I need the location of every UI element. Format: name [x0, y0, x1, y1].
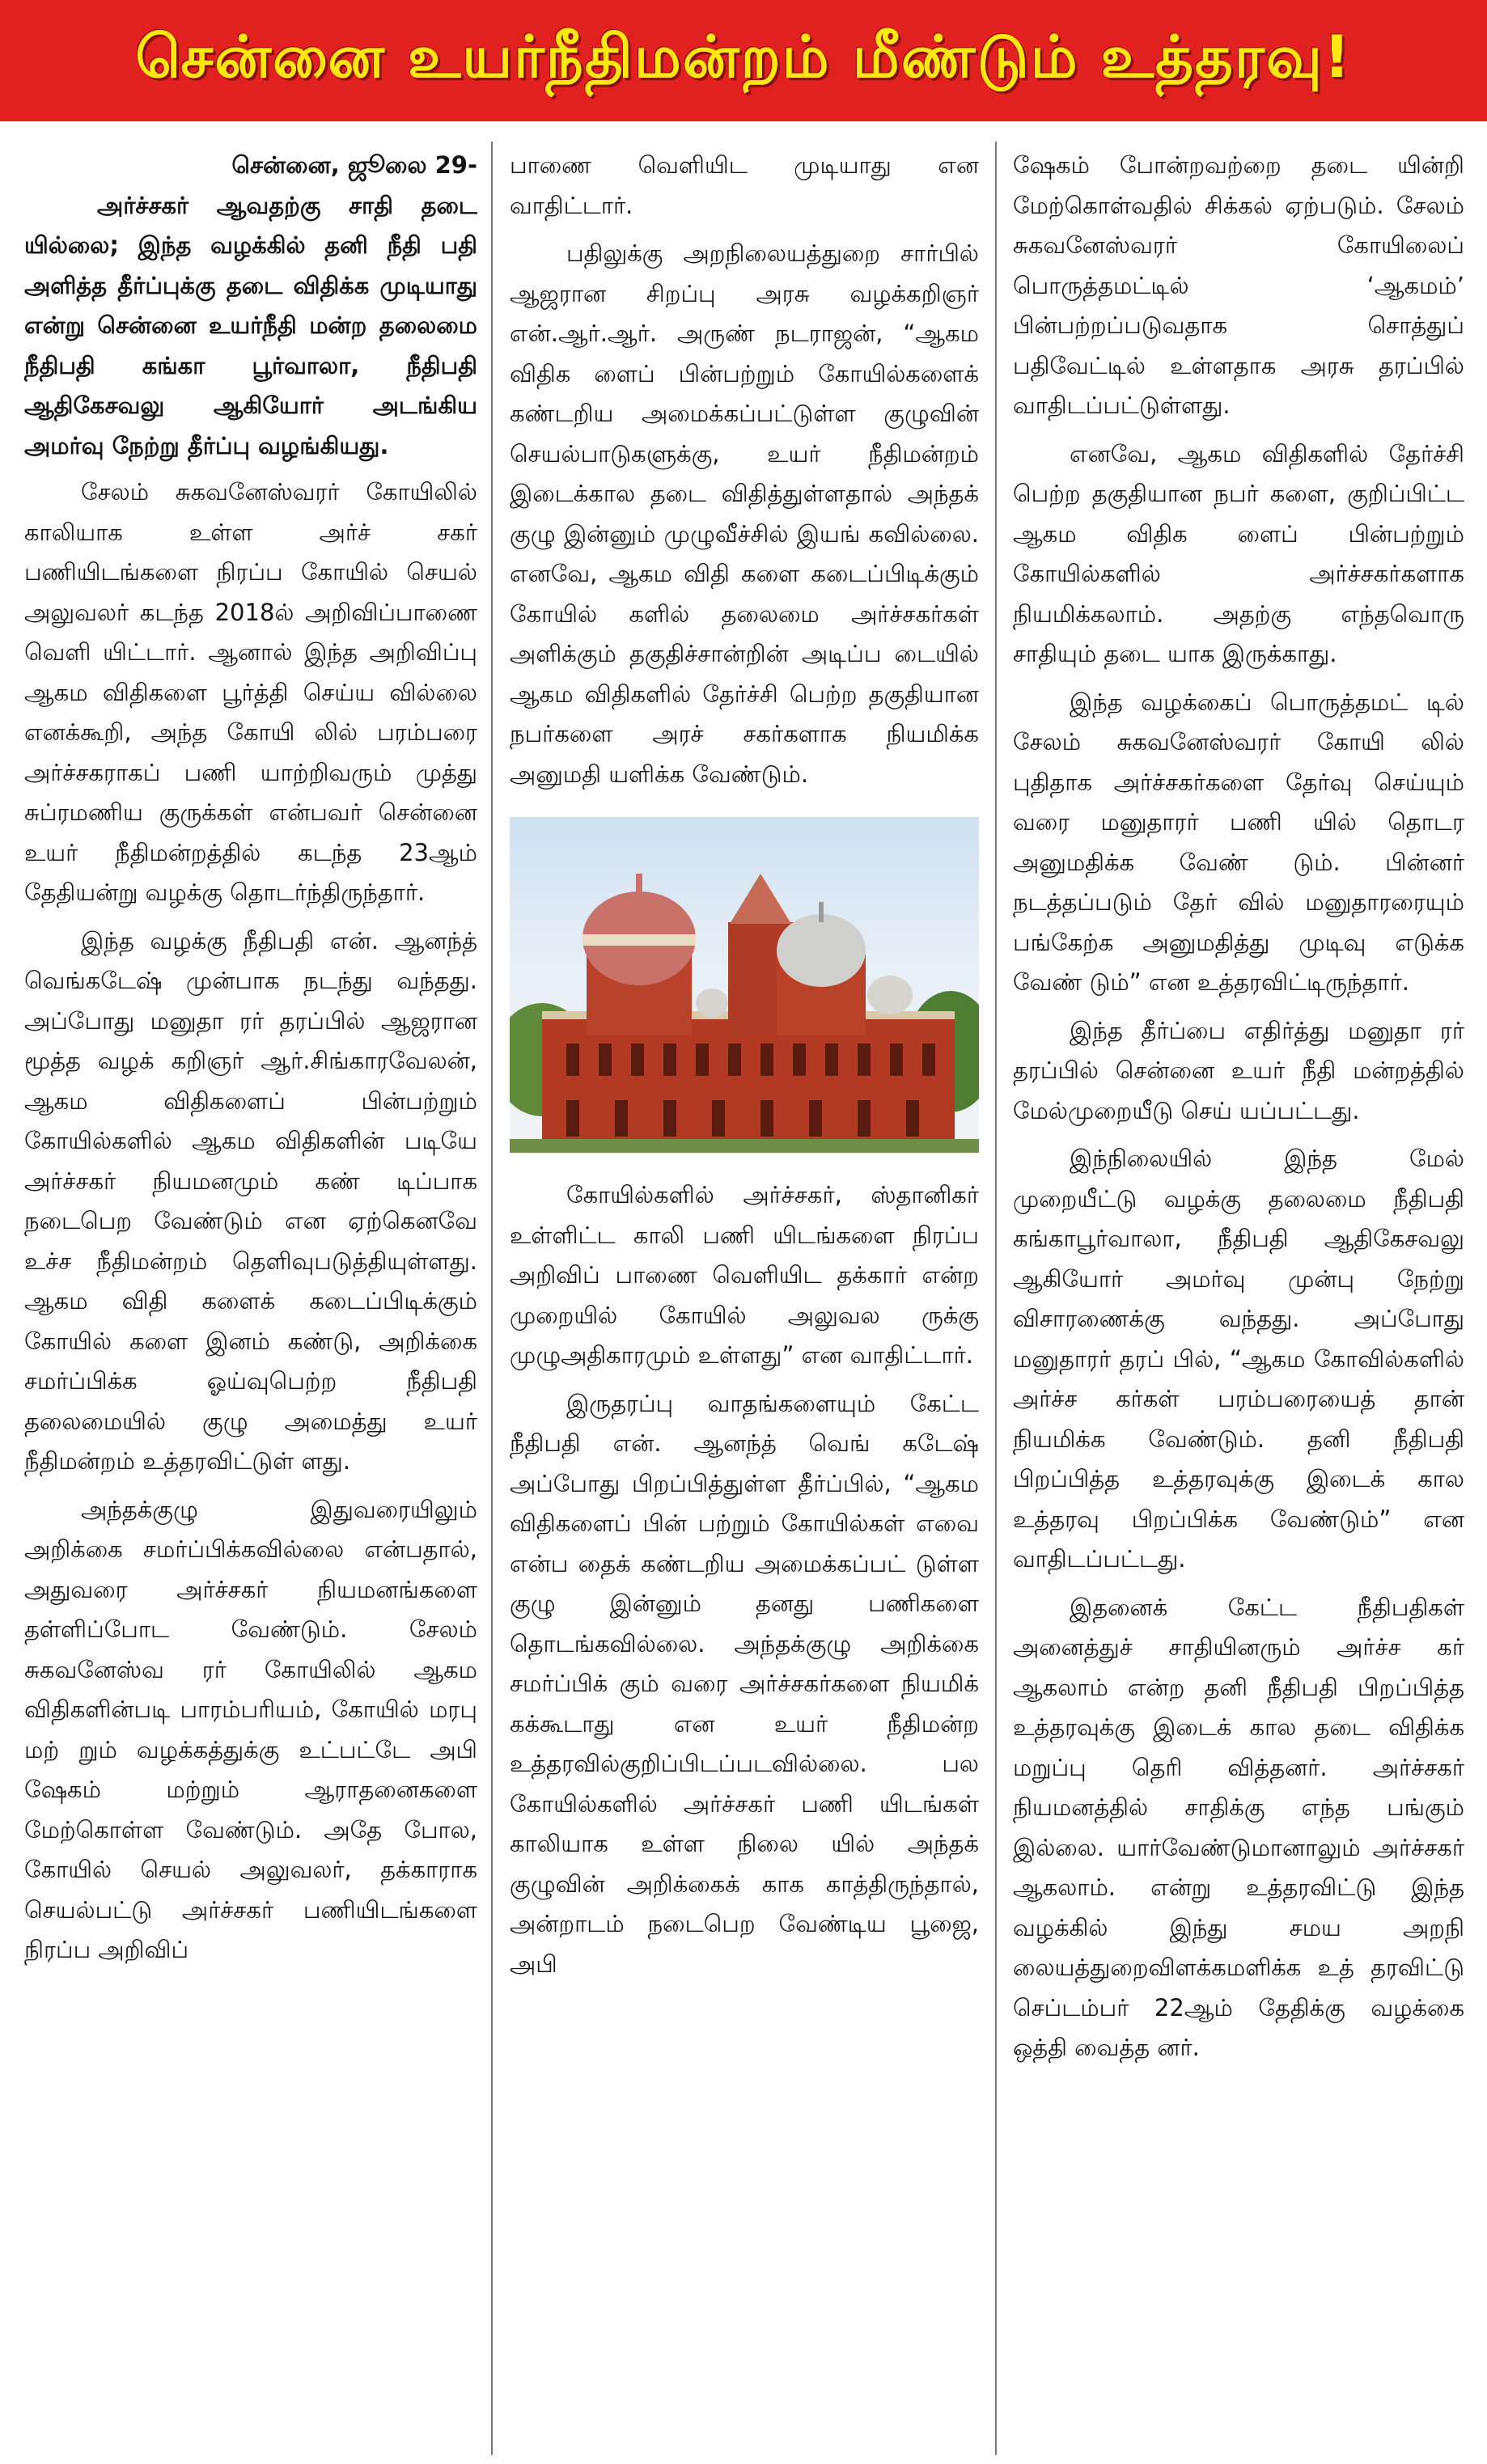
- body-paragraph: கோயில்களில் அர்ச்சகர், ஸ்தானிகர் உள்ளிட்ட காலி பணி யிடங்களை நிரப்ப அறிவிப் பாணை வெளியிட தக்கார் என்ற முறையில் கோயில் அலுவல ருக்கு முழுஅதிகாரமும் உள்ளது” என வாதிட்டார்.: [510, 1181, 979, 1369]
- body-paragraph: இருதரப்பு வாதங்களையும் கேட்ட நீதிபதி என். ஆனந்த் வெங் கடேஷ் அப்போது பிறப்பித்துள்ள தீர்ப்பில், “ஆகம விதிகளைப் பின் பற்றும் கோயில்கள் எவை என்ப தைக் கண்டறிய அமைக்கப்பட் டுள்ள குழு இன்னும் தனது பணிகளை தொடங்கவில்லை. அந்தக்குழு அறிக்கை சமர்ப்பிக் கும் வரை அர்ச்சகர்களை நியமிக் கக்கூடாது என உயர் நீதிமன்ற உத்தரவில்குறிப்பிடப்படவில்லை. பல கோயில்களில் அர்ச்சகர் பணி யிடங்கள் காலியாக உள்ள நிலை யில் அந்தக் குழுவின் அறிக்கைக் காக காத்திருந்தால், அன்றாடம் நடைபெற வேண்டிய பூஜை, அபி: [510, 1389, 979, 1978]
- dateline: சென்னை, ஜூலை 29-: [231, 151, 477, 179]
- headline-banner: [0, 0, 1487, 121]
- body-paragraph: இந்த வழக்கு நீதிபதி என். ஆனந்த் வெங்கடேஷ் முன்பாக நடந்து வந்தது. அப்போது மனுதா ரர் தரப்பில் ஆஜரான மூத்த வழக் கறிஞர் ஆர்.சிங்காரவேலன், ஆகம விதிகளைப் பின்பற்றும் கோயில்களில் ஆகம விதிகளின் படியே அர்ச்சகர் நியமனமும் கண் டிப்பாக நடைபெற வேண்டும் என ஏற்கெனவே உச்ச நீதிமன்றம் தெளிவுபடுத்தியுள்ளது. ஆகம விதி களைக் கடைப்பிடிக்கும் கோயில் களை இனம் கண்டு, அறிக்கை சமர்ப்பிக்க ஓய்வுபெற்ற நீதிபதி தலைமையில் குழு அமைத்து உயர் நீதிமன்றம் உத்தரவிட்டுள் ளது.: [24, 926, 477, 1475]
- body-paragraph: ஷேகம் போன்றவற்றை தடை யின்றி மேற்கொள்வதில் சிக்கல் ஏற்படும். சேலம் சுகவனேஸ்வரர் கோயிலைப் பொருத்தமட்டில் ‘ஆகமம்’ பின்பற்றப்படுவதாக சொத்துப் பதிவேட்டில் உள்ளதாக அரசு தரப்பில் வாதிடப்பட்டுள்ளது.: [1013, 151, 1464, 419]
- body-paragraph: இந்த தீர்ப்பை எதிர்த்து மனுதா ரர் தரப்பில் சென்னை உயர் நீதி மன்றத்தில் மேல்முறையீடு செய் யப்பட்டது.: [1013, 1016, 1464, 1124]
- headline-title: சென்னை உயர்நீதிமன்றம் மீண்டும் உத்தரவு!: [135, 23, 1352, 91]
- article-column-2: [510, 146, 979, 2451]
- article-column-3: [1013, 146, 1464, 2451]
- body-paragraph: எனவே, ஆகம விதிகளில் தேர்ச்சி பெற்ற தகுதியான நபர் களை, குறிப்பிட்ட ஆகம விதிக ளைப் பின்பற்றும் கோயில்களில் அர்ச்சகர்களாக நியமிக்கலாம். அதற்கு எந்தவொரு சாதியும் தடை யாக இருக்காது.: [1013, 439, 1464, 667]
- column-divider: [491, 142, 493, 2455]
- body-paragraph: பாணை வெளியிட முடியாது என வாதிட்டார்.: [510, 151, 979, 219]
- body-paragraph: இதனைக் கேட்ட நீதிபதிகள் அனைத்துச் சாதியினரும் அர்ச்ச கர் ஆகலாம் என்ற தனி நீதிபதி பிறப்பித்த உத்தரவுக்கு இடைக் கால தடை விதிக்க மறுப்பு தெரி வித்தனர். அர்ச்சகர் நியமனத்தில் சாதிக்கு எந்த பங்கும் இல்லை. யார்வேண்டுமானாலும் அர்ச்சகர் ஆகலாம். என்று உத்தரவிட்டு இந்த வழக்கில் இந்து சமய அறநி லையத்துறைவிளக்கமளிக்க உத் தரவிட்டு செப்டம்பர் 22ஆம் தேதிக்கு வழக்கை ஒத்தி வைத்த னர்.: [1013, 1593, 1464, 2061]
- lead-paragraph: அர்ச்சகர் ஆவதற்கு சாதி தடை யில்லை; இந்த வழக்கில் தனி நீதி பதி அளித்த தீர்ப்புக்கு தடை விதிக்க முடியாது என்று சென்னை உயர்நீதி மன்ற தலைமை நீதிபதி கங்கா பூர்வாலா, நீதிபதி ஆதிகேசவலு ஆகியோர் அடங்கிய அமர்வு நேற்று தீர்ப்பு வழங்கியது.: [24, 191, 477, 459]
- body-paragraph: பதிலுக்கு அறநிலையத்துறை சார்பில் ஆஜரான சிறப்பு அரசு வழக்கறிஞர் என்.ஆர்.ஆர். அருண் நடராஜன், “ஆகம விதிக ளைப் பின்பற்றும் கோயில்களைக் கண்டறிய அமைக்கப்பட்டுள்ள குழுவின் செயல்பாடுகளுக்கு, உயர் நீதிமன்றம் இடைக்கால தடை விதித்துள்ளதால் அந்தக் குழு இன்னும் முழுவீச்சில் இயங் கவில்லை. எனவே, ஆகம விதி களை கடைப்பிடிக்கும் கோயில் களில் தலைமை அர்ச்சகர்கள் அளிக்கும் தகுதிச்சான்றின் அடிப்ப டையில் ஆகம விதிகளில் தேர்ச்சி பெற்ற தகுதியான நபர்களை அரச் சகர்களாக நியமிக்க அனுமதி யளிக்க வேண்டும்.: [510, 239, 979, 788]
- body-paragraph: இந்த வழக்கைப் பொருத்தமட் டில் சேலம் சுகவனேஸ்வரர் கோயி லில் புதிதாக அர்ச்சகர்களை தேர்வு செய்யும் வரை மனுதாரர் பணி யில் தொடர அனுமதிக்க வேண் டும். பின்னர் நடத்தப்படும் தேர் வில் மனுதாரரையும் பங்கேற்க அனுமதித்து முடிவு எடுக்க வேண் டும்” என உத்தரவிட்டிருந்தார்.: [1013, 688, 1464, 996]
- column-divider: [995, 142, 997, 2455]
- high-court-building-photo: [510, 817, 979, 1153]
- article-column-1: [24, 146, 477, 2451]
- body-paragraph: இந்நிலையில் இந்த மேல் முறையீட்டு வழக்கு தலைமை நீதிபதி கங்காபூர்வாலா, நீதிபதி ஆதிகேசவலு ஆகியோர் அமர்வு முன்பு நேற்று விசாரணைக்கு வந்தது. அப்போது மனுதாரர் தரப் பில், “ஆகம கோவில்களில் அர்ச்ச கர்கள் பரம்பரையைத் தான் நியமிக்க வேண்டும். தனி நீதிபதி பிறப்பித்த உத்தரவுக்கு இடைக் கால உத்தரவு பிறப்பிக்க வேண்டும்” என வாதிடப்பட்டது.: [1013, 1145, 1464, 1573]
- body-paragraph: சேலம் சுகவனேஸ்வரர் கோயிலில் காலியாக உள்ள அர்ச் சகர் பணியிடங்களை நிரப்ப கோயில் செயல் அலுவலர் கடந்த 2018ல் அறிவிப்பாணை வெளி யிட்டார். ஆனால் இந்த அறிவிப்பு ஆகம விதிகளை பூர்த்தி செய்ய வில்லை எனக்கூறி, அந்த கோயி லில் பரம்பரை அர்ச்சகராகப் பணி யாற்றிவரும் முத்து சுப்ரமணிய குருக்கள் என்பவர் சென்னை உயர் நீதிமன்றத்தில் கடந்த 23ஆம் தேதியன்று வழக்கு தொடர்ந்திருந்தார்.: [24, 478, 477, 906]
- body-paragraph: அந்தக்குழு இதுவரையிலும் அறிக்கை சமர்ப்பிக்கவில்லை என்பதால், அதுவரை அர்ச்சகர் நியமனங்களை தள்ளிப்போட வேண்டும். சேலம் சுகவனேஸ்வ ரர் கோயிலில் ஆகம விதிகளின்படி பாரம்பரியம், கோயில் மரபு மற் றும் வழக்கத்துக்கு உட்பட்டே அபி ஷேகம் மற்றும் ஆராதனைகளை மேற்கொள்ள வேண்டும். அதே போல, கோயில் செயல் அலுவலர், தக்காராக செயல்பட்டு அர்ச்சகர் பணியிடங்களை நிரப்ப அறிவிப்: [24, 1495, 477, 1963]
